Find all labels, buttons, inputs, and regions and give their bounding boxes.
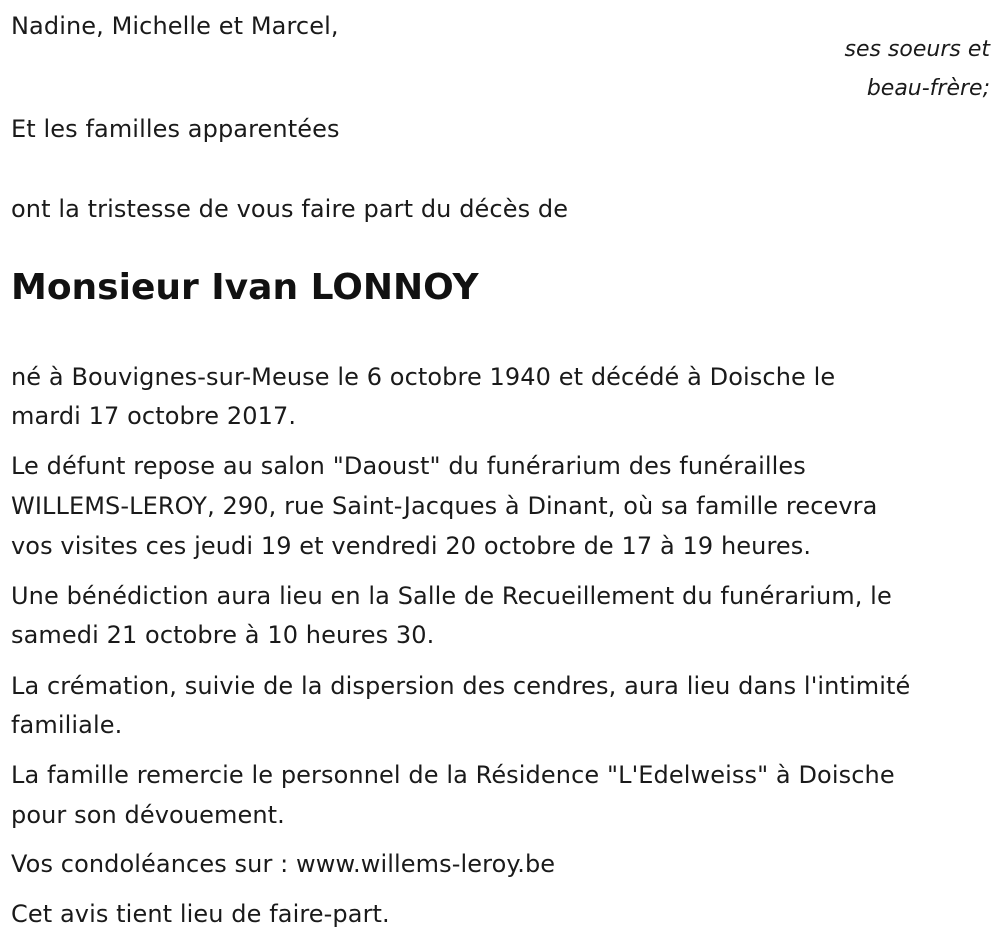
deceased-name: Monsieur Ivan LONNOY: [11, 267, 479, 308]
relation-line-1: ses soeurs et: [844, 37, 990, 62]
visitation-line-2: WILLEMS-LEROY, 290, rue Saint-Jacques à Dinant, où sa famille recevra: [11, 492, 878, 520]
cremation-line-2: familiale.: [11, 711, 123, 739]
relation-line-2: beau-frère;: [866, 76, 990, 101]
thanks-line-2: pour son dévouement.: [11, 801, 285, 829]
blessing-line-1: Une bénédiction aura lieu en la Salle de Recueillement du funérarium, le: [11, 582, 892, 610]
blessing-line-2: samedi 21 octobre à 10 heures 30.: [11, 621, 435, 649]
birth-death-line-1: né à Bouvignes-sur-Meuse le 6 octobre 1940 et décédé à Doische le: [11, 363, 836, 391]
cremation-line-1: La crémation, suivie de la dispersion des cendres, aura lieu dans l'intimité: [11, 672, 911, 700]
families-text: Et les familles apparentées: [11, 115, 340, 143]
thanks-line-1: La famille remercie le personnel de la Résidence "L'Edelweiss" à Doische: [11, 761, 895, 789]
announcement-text: ont la tristesse de vous faire part du décès de: [11, 195, 569, 223]
closing-text: Cet avis tient lieu de faire-part.: [11, 900, 390, 928]
condolences-text: Vos condoléances sur : www.willems-leroy.be: [11, 850, 556, 878]
signatories-text: Nadine, Michelle et Marcel,: [11, 12, 339, 40]
visitation-line-3: vos visites ces jeudi 19 et vendredi 20 octobre de 17 à 19 heures.: [11, 532, 812, 560]
birth-death-line-2: mardi 17 octobre 2017.: [11, 402, 297, 430]
visitation-line-1: Le défunt repose au salon "Daoust" du funérarium des funérailles: [11, 452, 806, 480]
